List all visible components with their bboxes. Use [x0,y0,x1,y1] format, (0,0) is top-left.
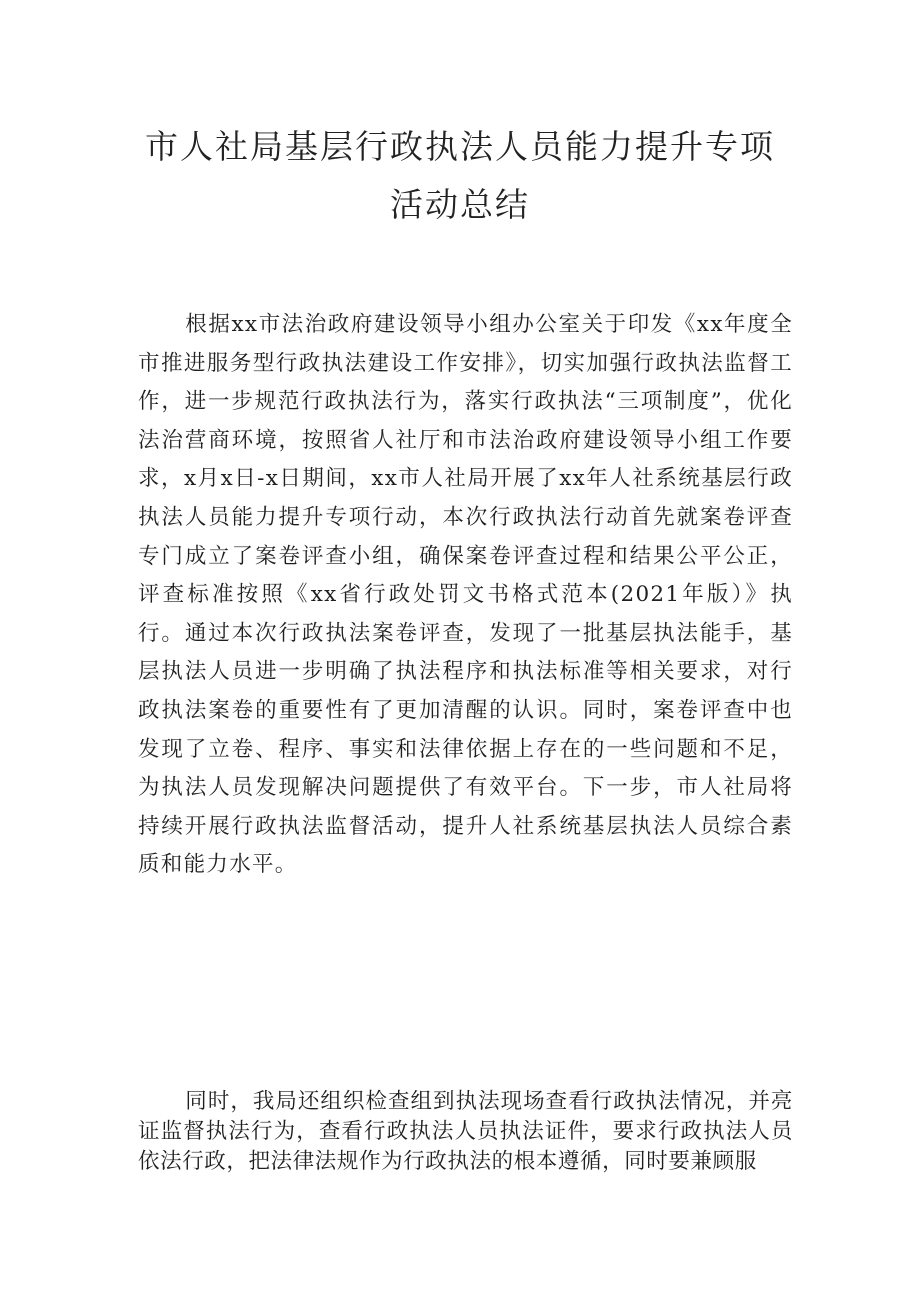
title-line-2: 活动总结 [390,185,530,224]
body-paragraph-2: 同时，我局还组织检查组到执法现场查看行政执法情况，并亮证监督执法行为，查看行政执法人员执法证件，要求行政执法人员依法行政，把法律法规作为行政执法的根本遵循，同时要兼顾服 [138,1089,793,1174]
body-paragraph-1: 根据xx市法治政府建设领导小组办公室关于印发《xx年度全市推进服务型行政执法建设工作安排》，切实加强行政执法监督工作，进一步规范行政执法行为，落实行政执法“三项制度”，优化法治营商环境，按照省人社厅和市法治政府建设领导小组工作要求，x月x日-x日期间，xx市人社局开展了xx年人社系统基层行政执法人员能力提升专项行动，本次行政执法行动首先就案卷评查专门成立了案卷评查小组，确保案卷评查过程和结果公平公正，评查标准按照《xx省行政处罚文书格式范本(2021年版）》执行。通过本次行政执法案卷评查，发现了一批基层执法能手，基层执法人员进一步明确了执法程序和执法标准等相关要求，对行政执法案卷的重要性有了更加清醒的认识。同时，案卷评查中也发现了立卷、程序、事实和法律依据上存在的一些问题和不足，为执法人员发现解决问题提供了有效平台。下一步，市人社局将持续开展行政执法监督活动，提升人社系统基层执法人员综合素质和能力水平。 [138,312,793,878]
document-title [120,118,800,234]
title-line-1: 市人社局基层行政执法人员能力提升专项 [145,127,775,166]
